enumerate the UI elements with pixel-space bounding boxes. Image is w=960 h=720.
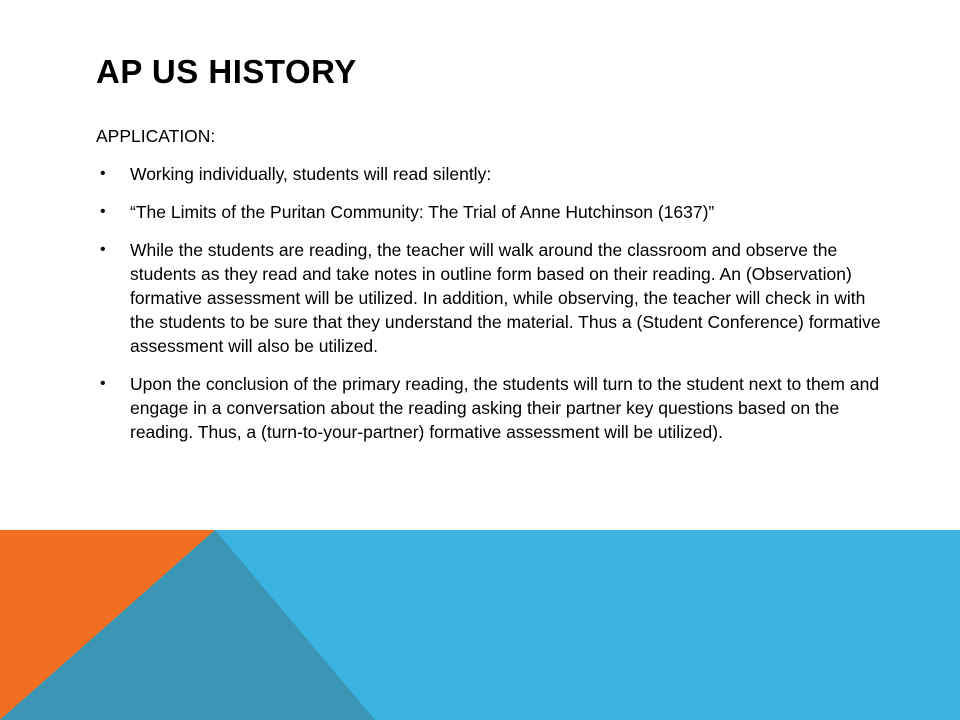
bullet-text: Working individually, students will read silently: <box>130 164 492 184</box>
bullet-item <box>96 372 886 444</box>
slide-title: AP US HISTORY <box>96 53 357 90</box>
bullet-dot: • <box>100 241 106 258</box>
section-heading: APPLICATION: <box>96 126 216 146</box>
bullet-text: While the students are reading, the teacher will walk around the classroom and observe the students as they read and take notes in outline form based on their reading. An (Observation) formative assessment will be utilized. In addition, while observing, the teacher will check in with the students to be sure that they understand the material. Thus a (Student Conference) formative assessment will also be utilized. <box>130 240 881 356</box>
bullet-dot: • <box>100 203 106 220</box>
bullet-item <box>96 162 886 186</box>
bullet-item <box>96 200 886 224</box>
bullet-list <box>96 162 886 444</box>
bullet-text: Upon the conclusion of the primary reading, the students will turn to the student next to them and engage in a conversation about the reading asking their partner key questions based on the reading. Thus, a (turn-to-your-partner) formative assessment will be utilized). <box>130 374 880 442</box>
bullet-dot: • <box>100 165 106 182</box>
decorative-footer-band <box>0 530 960 720</box>
slide-body <box>96 124 886 458</box>
bullet-text: “The Limits of the Puritan Community: The Trial of Anne Hutchinson (1637)” <box>130 202 715 222</box>
bullet-dot: • <box>100 375 106 392</box>
bullet-item <box>96 238 886 358</box>
